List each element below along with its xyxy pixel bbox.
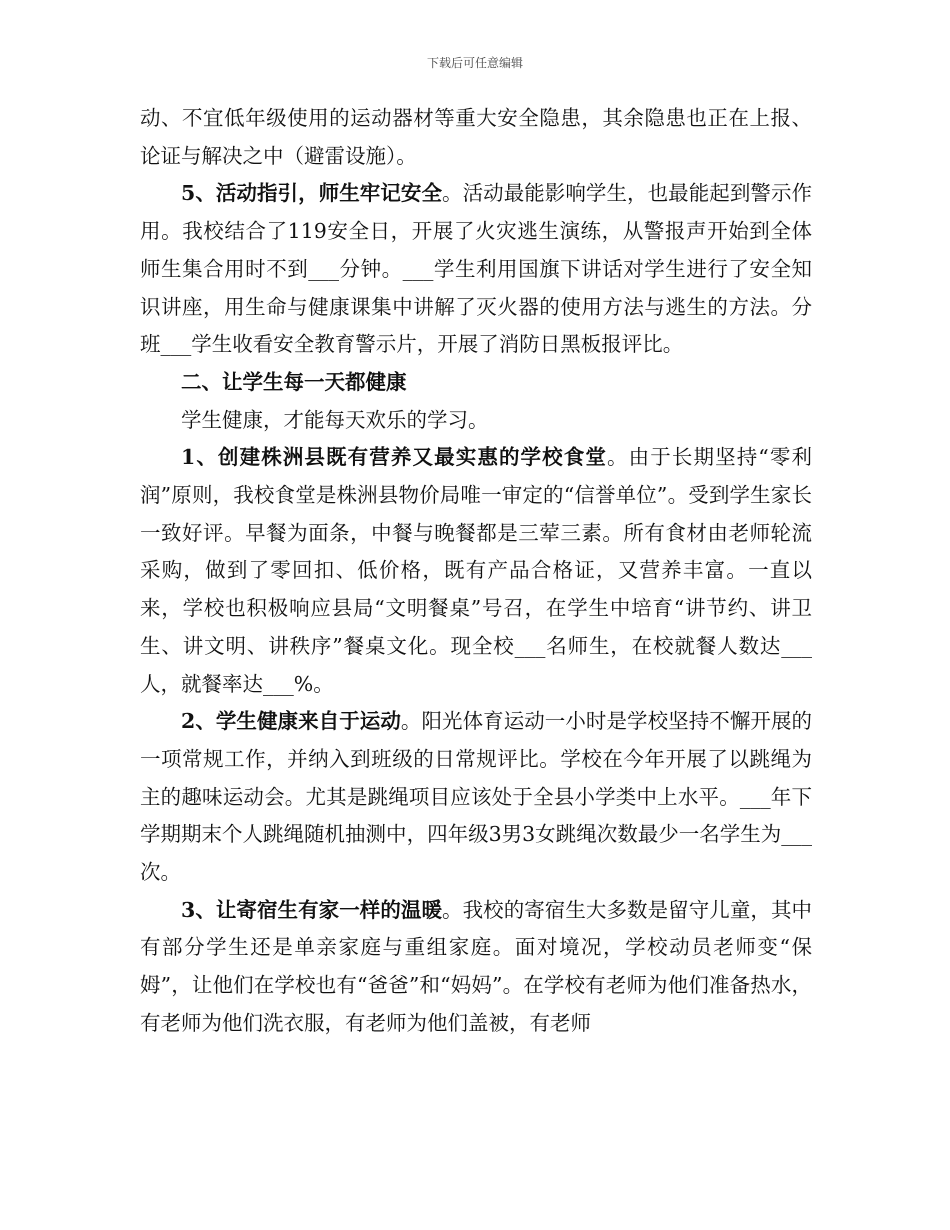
paragraph-lead: 1、创建株洲县既有营养又最实惠的学校食堂 <box>181 445 608 470</box>
paragraph-lead: 2、学生健康来自于运动 <box>181 709 401 734</box>
paragraph-activity-guidance <box>140 175 812 364</box>
paragraph-boarding <box>140 892 812 1043</box>
paragraph-health-intro: 学生健康，才能每天欢乐的学习。 <box>181 407 489 432</box>
document-body <box>140 100 812 1043</box>
paragraph-text: 。由于长期坚持“零利润”原则，我校食堂是株洲县物价局唯一审定的“信誉单位”。受到学生家长一致好评。早餐为面条，中餐与晚餐都是三荤三素。所有食材由老师轮流采购，做到了零回扣、低价格，既有产品合格证，又营养丰富。一直以来，学校也积极响应县局“文明餐桌”号召，在学生中培育“讲节约、讲卫生、讲文明、讲秩序”餐桌文化。现全校___名师生，在校就餐人数达___人，就餐率达___%。 <box>140 445 813 696</box>
paragraph-lead: 3、让寄宿生有家一样的温暖 <box>181 897 443 922</box>
paragraph-text: 。我校的寄宿生大多数是留守儿童，其中有部分学生还是单亲家庭与重组家庭。面对境况，学校动员老师变“保姆”，让他们在学校也有“爸爸”和“妈妈”。在学校有老师为他们准备热水，有老师为他们洗衣服，有老师为他们盖被，有老师 <box>140 897 812 1035</box>
paragraph-canteen <box>140 439 812 703</box>
paragraph-lead: 5、活动指引，师生牢记安全 <box>181 181 443 206</box>
page-header: 下载后可任意编辑 <box>426 56 523 70</box>
paragraph-text: 。活动最能影响学生，也最能起到警示作用。我校结合了119安全日，开展了火灾逃生演练，从警报声开始到全体师生集合用时不到___分钟。___学生利用国旗下讲话对学生进行了安全知识讲座，用生命与健康课集中讲解了灭火器的使用方法与逃生的方法。分班___学生收看安全教育警示片，开展了消防日黑板报评比。 <box>140 181 812 357</box>
section-heading: 二、让学生每一天都健康 <box>181 369 407 394</box>
paragraph-text: 。阳光体育运动一小时是学校坚持不懈开展的一项常规工作，并纳入到班级的日常规评比。学校在今年开展了以跳绳为主的趣味运动会。尤其是跳绳项目应该处于全县小学类中上水平。___年下学期期末个人跳绳随机抽测中，四年级3男3女跳绳次数最少一名学生为___次。 <box>140 709 813 885</box>
paragraph-continuation: 动、不宜低年级使用的运动器材等重大安全隐患，其余隐患也正在上报、论证与解决之中（避雷设施）。 <box>140 106 812 168</box>
paragraph-sports <box>140 703 812 892</box>
